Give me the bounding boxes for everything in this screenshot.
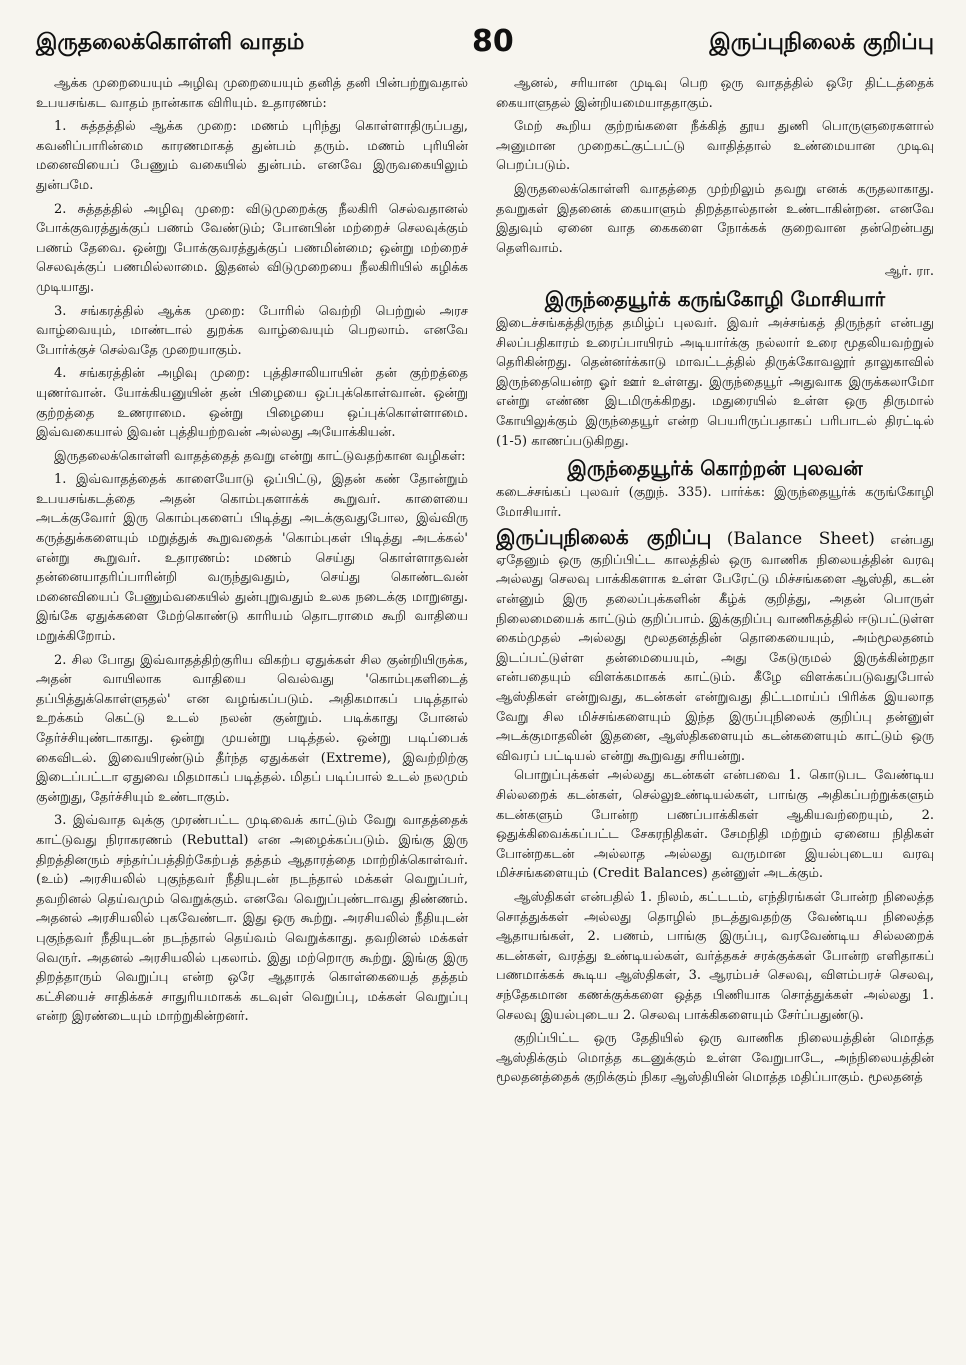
paragraph: 2. சுத்தத்தில் அழிவு முறை: விடுமுறைக்கு நீலகிரி செல்வதானல் போக்குவரத்துக்குப் பணம் வேண்டும்; போனபின் மற்றைச் செலவுக்கும் பணம் தேவை. ஒன்று போக்குவரத்துக்குப் பணமின்மை; ஒன்று மற்றைச் செலவுக்குப் பணமில்லாமை. இதனல் விடுமுறையை நீலகிரியில் கழிக்க முடியாது. (36, 201, 468, 295)
entry-heading: இருந்தையூர்க் கொற்றன் புலவன் (567, 456, 863, 481)
two-column-body (36, 74, 934, 1353)
paragraph: ஆனல், சரியான முடிவு பெற ஒரு வாதத்தில் ஒரே திட்டத்தைக் கையாளுதல் இன்றியமையாததாகும். (496, 76, 934, 111)
paragraph: 3. சங்கரத்தில் ஆக்க முறை: போரில் வெற்றி பெற்றுல் அரச வாழ்வையும், மாண்டால் துறக்க வாழ்வையும் பெறலாம். எனவே போர்க்குச் செல்வதே முறையாகும். (36, 303, 468, 358)
paragraph: பொறுப்புக்கள் அல்லது கடன்கள் என்பவை 1. கொடுபட வேண்டிய சில்லறைக் கடன்கள், செல்லுஉண்டியல்கள், பாங்கு அதிகப்பற்றுக்களும் கடன்களும் போன்ற பணப்பாக்கிகள் ஆகியவற்றையும், 2. ஒதுக்கிவைக்கப்பட்ட சேகரநிதிகள். சேமநிதி மற்றும் ஏனைய நிதிகள் போன்றகடன் அல்லாத அல்லது வருமான இயல்புடைய வரவு மிச்சங்களையும் (Credit Balances) தன்னுள் அடக்கும். (496, 768, 934, 882)
paragraph: 4. சங்கரத்தின் அழிவு முறை: புத்திசாலியாயின் தன் குற்றத்தை யுணர்வான். யோக்கியனுயின் தன் பிழையை ஒப்புக்கொள்வான். ஒன்று குற்றத்தை உணராமை. ஒன்று பிழையை ஒப்புக்கொள்ளாமை. இவ்வகையால் இவன் புத்தியற்றவன் அல்லது அயோக்கியன். (36, 366, 468, 441)
entry-headword: இருப்புநிலைக் குறிப்பு (496, 525, 712, 550)
author-signature: ஆர். ரா. (884, 264, 934, 280)
paragraph: இருதலைக்கொள்ளி வாதத்தைத் தவறு என்று காட்டுவதற்கான வழிகள்: (54, 448, 466, 464)
paragraph: 1. இவ்வாதத்தைக் காளையோடு ஒப்பிட்டு, இதன் கண் தோன்றும் உபயசங்கடத்தை அதன் கொம்புகளாக்க் கூறுவர். காளையை அடக்குவோர் இரு கொம்புகளைப் பிடித்து அடக்குவதுபோல, இவ்விரு கருத்துக்களையும் மறுத்துக் கூறுவதைக் 'கொம்புகள் பிடித்து அடக்கல்' என்று கூறுவர். உதாரணம்: மணம் செய்து கொள்ளாதவன் தன்னையாதரிப்பாரின்றி வருந்துவதும், செய்து கொண்டவன் மனைவியைப் பேணும்வகையில் துன்புறுவதும் உலக நடைக்கு மாறுனது. இங்கே ஏதுக்களை மேற்கொண்டு காரியம் தொடராமை கூறி வாதியை மறுக்கிறோம். (36, 472, 468, 645)
entry-text: கடைச்சங்கப் புலவர் (குறுந். 335). பார்க்க: இருந்தையூர்க் கருங்கோழி மோசியார். (496, 485, 934, 520)
paragraph: 1. சுத்தத்தில் ஆக்க முறை: மணம் புரிந்து கொள்ளாதிருப்பது, கவனிப்பாரின்மை காரணமாகத் துன்பம் தரும். மணம் புரியின் மனைவியைப் பேணும் வகையில் துன்பம். எனவே இருவகையிலும் துன்பமே. (36, 119, 468, 193)
left-column (36, 74, 468, 1353)
entry-headword-english: (Balance Sheet) (726, 529, 875, 550)
paragraph: 3. இவ்வாத வுக்கு முரண்பட்ட முடிவைக் காட்டும் வேறு வாதத்தைக் காட்டுவது நிராகரணம் (Rebuttal) என அழைக்கப்படும். இங்கு இரு திறத்தினரும் சந்தர்ப்பத்திற்கேற்பத் தத்தம் ஆதாரத்தை மாற்றிக்கொள்வர். (உம்) அரசியலில் புகுந்தவர் நீதியுடன் நடந்தால் மக்கள் வெறுப்பர், தவறினல் தெய்வமும் வெறுக்கும். எனவே வெறுப்புண்டாவது திண்ணம். அதனல் அரசியலில் புகவேண்டா. இது ஒரு கூற்று. அரசியலில் நீதியுடன் புகுந்தவர் நீதியுடன் நடந்தால் தெய்வம் வெறுக்காது. தவறினல் மக்கள் வெருர். அதனல் அரசியலில் புகலாம். இது மற்றொரு கூற்று. இங்கு இரு திறத்தாரும் வெறுப்பு என்ற ஒரே ஆதாரக் கொள்கையைத் தத்தம் கட்சியைச் சாதிக்கச் சாதுரியமாகக் கடவுள் வெறுப்பு, மக்கள் வெறுப்பு என்ற இரண்டையும் மாற்றுகின்றனர். (36, 813, 468, 1025)
running-header (36, 24, 934, 70)
entry-heading: இருந்தையூர்க் கருங்கோழி மோசியார் (544, 286, 886, 311)
header-left-title: இருதலைக்கொள்ளி வாதம் (36, 30, 305, 55)
header-right-title: இருப்புநிலைக் குறிப்பு (709, 30, 934, 55)
entry-text: இடைச்சங்கத்திருந்த தமிழ்ப் புலவர். இவர் அச்சங்கத் திருந்தர் என்பது சிலப்பதிகாரம் உரைப்பாயிரம் அடியார்க்கு நல்லார் உரை மூதலியவற்றுல் தெரிகின்றது. தென்னர்க்காடு மாவட்டத்தில் திருக்கோவலூர் தாலுகாவில் இருந்தையென்ற ஓர் ஊர் உள்ளது. இருந்தையூர் அதுவாக இருக்கலாமோ என்று எண்ண இடமிருக்கிறது. மதுரையில் உள்ள ஒரு திருமால் கோயிலுக்கும் இருந்தையூர் என்ற பெயரிருப்பதாகப் பரிபாடல் திரட்டில் (1-5) காணப்படுகிறது. (496, 315, 934, 449)
page-number: 80 (472, 24, 514, 59)
right-column (496, 74, 934, 1353)
paragraph: இருதலைக்கொள்ளி வாதத்தை முற்றிலும் தவறு எனக் கருதலாகாது. தவறுகள் இதனைக் கையாளும் திறத்தால்தான் உண்டாகின்றன. எனவே இதுவும் ஏனை வாத கைகளை நோக்கக் குறைவான தன்றென்பது தெளிவாம். (496, 181, 934, 256)
entry-lead-text: என்பது ஏதேனும் ஒரு குறிப்பிட்ட காலத்தில் ஒரு வாணிக நிலையத்தின் வரவு அல்லது செலவு பாக்கிகளாக உள்ள பேரேட்டு மிச்சங்களை ஆஸ்தி, கடன் என்னும் இரு தலைப்புக்களின் கீழ்க் குறித்து, அதன் பொருள் நிலைமையைக் காட்டும் குறிப்பாம். இக்குறிப்பு வாணிகத்தில் ஈடுபட்டுள்ள கைம்முதல் அல்லது மூலதனத்தின் தொகையையும், அம்மூலதனம் இடப்பட்டுள்ள தன்மையையும், அது கேடுருமல் இருக்கின்றதா என்பதையும் விளக்கமாகக் காட்டும். கீழே விளக்கப்படுவதுபோல் ஆஸ்திகள் என்றுவது, கடன்கள் என்றுவது திட்டமாய்ப் பிரிக்க இயலாத வேறு சில மிச்சங்களையும் இந்த இருப்புநிலைக் குறிப்பு தன்னுள் அடக்குமாதலின் இதனை, ஆஸ்திகளையும் கடன்களையும் காட்டும் ஒரு விவரப் பட்டியல் என்று கூறுவது சரியன்று. (496, 533, 934, 764)
paragraph: ஆக்க முறையையும் அழிவு முறையையும் தனித் தனி பின்பற்றுவதால் உபயசங்கட வாதம் நான்காக விரியும். உதாரணம்: (36, 76, 468, 111)
paragraph: 2. சில போது இவ்வாதத்திற்குரிய விகற்ப ஏதுக்கள் சில குன்றியிருக்க, அதன் வாயிலாக வாதியை வெல்வது 'கொம்புகளிடைத் தப்பித்துக்கொள்ளுதல்' என வழங்கப்படும். அதிகமாகப் படித்தால் உறக்கம் கெட்டு உடல் நலன் குன்றும். படிக்காது போனல் தேர்ச்சியுண்டாகாது. ஒன்று முயன்று படித்தல். ஒன்று படிப்பைக் கைவிடல். இவையிரண்டும் தீர்ந்த ஏதுக்கள் (Extreme), இவற்றிற்கு இடைப்பட்டா ஏதுவை மிதமாகப் படித்தல். மிதப் படிப்பால் உடல் நலமும் குன்றுது, தேர்ச்சியும் உண்டாகும். (36, 652, 468, 805)
entry-lead (496, 525, 934, 766)
paragraph: குறிப்பிட்ட ஒரு தேதியில் ஒரு வாணிக நிலையத்தின் மொத்த ஆஸ்திக்கும் மொத்த கடனுக்கும் உள்ள வேறுபாடே, அந்நிலையத்தின் மூலதனத்தைக் குறிக்கும் நிகர ஆஸ்தியின் மொத்த மதிப்பாகும். மூலதனத் (496, 1031, 934, 1086)
paragraph: ஆஸ்திகள் என்பதில் 1. நிலம், கட்டடம், எந்திரங்கள் போன்ற நிலைத்த சொத்துக்கள் அல்லது தொழில் நடத்துவதற்கு வேண்டிய நிலைத்த ஆதாயங்கள், 2. பணம், பாங்கு இருப்பு, வரவேண்டிய சில்லறைக் கடன்கள், வரத்து உண்டியல்கள், வர்த்தகச் சரக்குக்கள் போன்ற எளிதாகப் பணமாக்கக் கூடிய ஆஸ்திகள், 3. ஆரம்பச் செலவு, விளம்பரச் செலவு, சந்தேகமான கணக்குக்களை ஒத்த பிணியாக சொத்துக்கள் அல்லது 1. செலவு இயல்புடைய 2. செலவு பாக்கிகளையும் சேர்ப்பதுண்டு. (496, 889, 934, 1023)
paragraph: மேற் கூறிய குற்றங்களை நீக்கித் தூய துணி பொருளுரைகளால் அனுமான முறைகட்குட்பட்டு வாதித்தால் உண்மையான முடிவு பெறப்படும். (496, 119, 934, 174)
